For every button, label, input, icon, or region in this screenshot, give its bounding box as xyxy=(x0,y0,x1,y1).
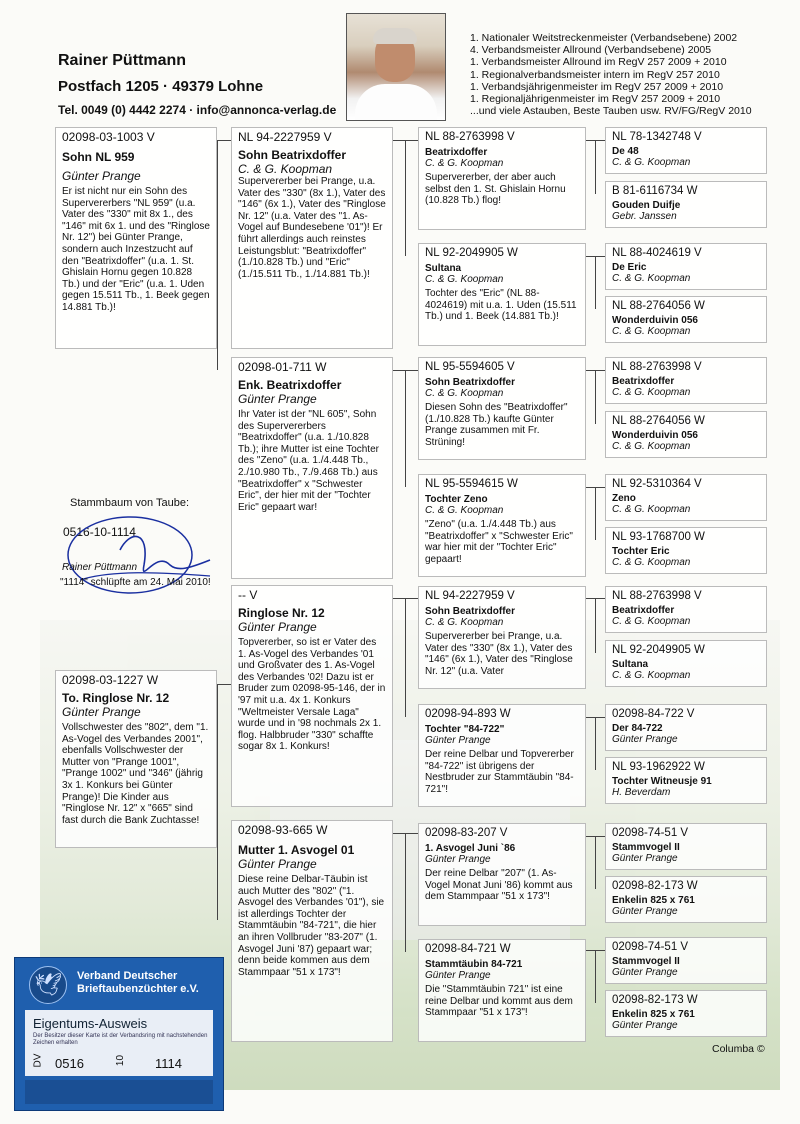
ring-number: 02098-82-173 W xyxy=(612,880,698,892)
pigeon-description: Die "Stammtäubin 721" ist eine reine Delbar und kommt aus dem Stammpaar "51 x 173"! xyxy=(425,984,573,1019)
pigeon-description: Ihr Vater ist der "NL 605", Sohn des Supervererbers "Beatrixdoffer" (u.a. 1./10.828 Tb.); ihre Mutter ist eine Tochter des "Zeno" (u.a. 1./4.448 Tb., 2./10.980 Tb., 7./9.468 Tb.) aus "Beatrixdoffer" x "Schwester Eric", der hier mit der "Tochter Eric" gepaart war! xyxy=(238,409,379,513)
pigeon-name: De Eric xyxy=(612,261,647,273)
pigeon-name: Wonderduivin 056 xyxy=(612,429,698,441)
ring-number: NL 88-2763998 V xyxy=(425,131,515,143)
pigeon-breeder: Günter Prange xyxy=(612,734,678,746)
pigeon-breeder: Günter Prange xyxy=(612,906,678,918)
pigeon-name: Sohn Beatrixdoffer xyxy=(238,147,347,162)
pigeon-name: Sultana xyxy=(425,262,462,274)
pigeon-breeder: C. & G. Koopman xyxy=(612,616,691,628)
pigeon-card-gen3 xyxy=(418,586,586,689)
signature-name: Rainer Püttmann xyxy=(62,562,138,573)
pigeon-breeder: Günter Prange xyxy=(612,853,678,865)
ring-number: NL 88-4024619 V xyxy=(612,247,702,259)
pigeon-name: Enk. Beatrixdoffer xyxy=(238,377,342,392)
pigeon-card-gen3 xyxy=(418,704,586,807)
pigeon-breeder: C. & G. Koopman xyxy=(612,157,691,169)
ring-number: 02098-84-721 W xyxy=(425,943,511,955)
pigeon-breeder: C. & G. Koopman xyxy=(612,441,691,453)
ring-number: NL 78-1342748 V xyxy=(612,131,702,143)
ring-number: NL 94-2227959 V xyxy=(425,590,515,602)
pigeon-description: Er ist nicht nur ein Sohn des Supervererbers "NL 959" (u.a. Vater des "330" mit 8x 1., des "146" mit 6x 1. und des "Ringlose Nr. 12") bei Günter Prange, sondern auch Inzestzucht auf den "Beatrixdoffer" (u.a. 1. St. Ghislain Hornu gegen 10.828 Tb.) und der "Eric" (u.a. 1. Uden gegen 15.511 Tb., 1. Beek gegen 14.881 Tb.)! xyxy=(62,186,210,314)
ring-number: -- V xyxy=(238,588,258,602)
ring-number: NL 95-5594615 W xyxy=(425,478,518,490)
pigeon-breeder: C. & G. Koopman xyxy=(425,158,504,170)
pigeon-card-gen2 xyxy=(231,585,393,807)
pigeon-breeder: Günter Prange xyxy=(425,970,491,982)
pigeon-description: Diesen Sohn des "Beatrixdoffer" (1./10.828 Tb.) kaufte Günter Prange zusammen mit Fr. Strüning! xyxy=(425,402,568,448)
pigeon-breeder: Günter Prange xyxy=(425,735,491,747)
ring-number: NL 92-2049905 W xyxy=(425,247,518,259)
title-line: 1. Nationaler Weitstreckenmeister (Verbandsebene) 2002 xyxy=(470,32,738,44)
pigeon-name: De 48 xyxy=(612,145,639,157)
pigeon-name: Enkelin 825 x 761 xyxy=(612,894,695,906)
pigeon-description: Vollschwester des "802", dem "1. As-Vogel des Verbandes 2001", ebenfalls Vollschwester der Mutter von "Prange 1001", "Prange 1002" und "346" (jährig 3x 1. Konkurs bei Günter Prange)! Die Kinder aus "Ringlose Nr. 12" x "665" sind fast durch die Bank Zuchtasse! xyxy=(62,722,209,826)
ring-part-3: 1114 xyxy=(155,1056,182,1071)
pigeon-card-gen4 xyxy=(605,527,767,574)
ring-number: 02098-94-893 W xyxy=(425,708,511,720)
pigeon-description: Diese reine Delbar-Täubin ist auch Mutter des "802" ("1. Asvogel des Verbandes '01"), sie ist allerdings Tochter der Stammtäubin "84-721", die hier an ihren Vollbruder "83-207" (1. Asvogel Juni '87) gepaart war; denn beide kommen aus dem Stammpaar "51 x 173"! xyxy=(238,874,385,978)
pigeon-description: Der reine Delbar "207" (1. As-Vogel Monat Juni '86) kommt aus dem Stammpaar "51 x 173"! xyxy=(425,868,573,903)
pigeon-name: Gouden Duifje xyxy=(612,199,681,211)
title-line: 4. Verbandsmeister Allround (Verbandsebene) 2005 xyxy=(470,44,712,57)
pigeon-name: Sohn NL 959 xyxy=(62,149,135,164)
pigeon-name: Wonderduivin 056 xyxy=(612,314,698,326)
pigeon-description: Supervererber, der aber auch selbst den 1. St. Ghislain Hornu (10.828 Tb.) flog! xyxy=(425,172,566,207)
hatch-note: "1114" schlüpfte am 24. Mai 2010! xyxy=(60,577,211,588)
pigeon-description: "Zeno" (u.a. 1./4.448 Tb.) aus "Beatrixdoffer" x "Schwester Eric" war hier mit der "Tochter Eric" gepaart! xyxy=(425,519,573,565)
pigeon-card-gen4 xyxy=(605,127,767,174)
ring-number: 02098-74-51 V xyxy=(612,827,689,839)
pigeon-name: Ringlose Nr. 12 xyxy=(238,605,325,620)
pigeon-card-gen4 xyxy=(605,704,767,751)
pigeon-card-gen3 xyxy=(418,939,586,1042)
ring-number: NL 92-2049905 W xyxy=(612,644,705,656)
pigeon-name: Der 84-722 xyxy=(612,722,663,734)
pigeon-breeder: H. Beverdam xyxy=(612,787,671,799)
pigeon-card-gen4 xyxy=(605,757,767,804)
pigeon-card-gen4 xyxy=(605,823,767,870)
stammbaum-block xyxy=(60,492,220,612)
ring-number: NL 93-1962922 W xyxy=(612,761,705,773)
ring-number: NL 88-2764056 W xyxy=(612,300,705,312)
pigeon-name: Beatrixdoffer xyxy=(612,604,675,616)
pigeon-breeder: C. & G. Koopman xyxy=(612,670,691,682)
pigeon-card-gen4 xyxy=(605,474,767,521)
pigeon-name: 1. Asvogel Juni `86 xyxy=(425,842,516,854)
ownership-title: Eigentums-Ausweis xyxy=(33,1016,148,1031)
pigeon-name: Tochter Witneusje 91 xyxy=(612,775,712,787)
pigeon-card-gen4 xyxy=(605,181,767,228)
breeder-address: Postfach 1205 · 49379 Lohne xyxy=(58,78,264,95)
ring-number: 02098-82-173 W xyxy=(612,994,698,1006)
pigeon-name: Beatrixdoffer xyxy=(425,146,488,158)
pigeon-card-gen2 xyxy=(231,357,393,579)
ring-number: 02098-93-665 W xyxy=(238,823,328,837)
ring-part-2: 10 xyxy=(115,1054,127,1067)
pigeon-breeder: C. & G. Koopman xyxy=(612,504,691,516)
pigeon-name: Stammvogel II xyxy=(612,841,680,853)
pigeon-breeder: C. & G. Koopman xyxy=(425,505,504,517)
ring-number: NL 95-5594605 V xyxy=(425,361,515,373)
pigeon-card-gen4 xyxy=(605,876,767,923)
pigeon-breeder: C. & G. Koopman xyxy=(612,387,691,399)
pigeon-name: Sultana xyxy=(612,658,649,670)
pigeon-breeder: Günter Prange xyxy=(425,854,491,866)
ring-number: 02098-84-722 V xyxy=(612,708,695,720)
pigeon-card-gen2 xyxy=(231,127,393,349)
pigeon-card-gen4 xyxy=(605,296,767,343)
signature-scribble xyxy=(60,510,220,610)
pigeon-description: Topvererber, so ist er Vater des 1. As-Vogel des Verbandes '01 und Großvater des 1. As-Vogel des Verbandes '02! Dazu ist er Bruder zum 02098-95-146, der in '97 mit u.a. 4x 1. Konkurs "Weltmeister Versale Laga" wurde und in '98 nochmals 2x 1. flog. Halbbruder "330" schaffte sogar 8x 1. Konkurs! xyxy=(238,637,386,753)
ownership-card xyxy=(14,957,224,1111)
ring-number: 02098-83-207 V xyxy=(425,827,508,839)
pigeon-breeder: Günter Prange xyxy=(612,1020,678,1032)
pigeon-card-gen4 xyxy=(605,937,767,984)
card-pattern-strip xyxy=(25,1080,213,1104)
pigeon-breeder: Günter Prange xyxy=(238,857,317,872)
pigeon-breeder: Günter Prange xyxy=(612,967,678,979)
ownership-note: Der Besitzer dieser Karte ist der Verbandsring mit nachstehenden Zeichen erhalten xyxy=(33,1033,208,1046)
breeder-contact: Tel. 0049 (0) 4442 2274 · info@annonca-verlag.de xyxy=(58,103,337,117)
credit-text: Columba © xyxy=(712,1043,765,1055)
pigeon-card-dam xyxy=(55,670,217,848)
ring-number: B 81-6116734 W xyxy=(612,185,698,197)
pigeon-breeder: C. & G. Koopman xyxy=(612,273,691,285)
pigeon-breeder: Günter Prange xyxy=(62,705,141,720)
ring-number: 02098-03-1227 W xyxy=(62,673,159,687)
dove-icon: 🕊 xyxy=(29,966,67,1004)
pigeon-name: Stammvogel II xyxy=(612,955,680,967)
pigeon-name: Mutter 1. Asvogel 01 xyxy=(238,842,355,857)
pigeon-description: Supervererber bei Prange, u.a. Vater des "330" (8x 1.), Vater des "146" (6x 1.), Vater des "Ringlose Nr. 12" (u.a. Vater des "1. As-Vogel auf Bundesebene '01")! Er führt allerdings auch reinstes Leistungsblut: "Beatrixdoffer" (1./10.828 Tb.) und "Eric" (1./15.511 Tb., 1./14.881 Tb.)! xyxy=(238,176,386,280)
org-line-1: Verband Deutscher xyxy=(77,970,178,982)
ring-number: NL 93-1768700 W xyxy=(612,531,705,543)
pigeon-description: Tochter des "Eric" (NL 88-4024619) mit u.a. 1. Uden (15.511 Tb.) und 1. Beek (14.881 Tb.)! xyxy=(425,288,577,323)
org-line-2: Brieftaubenzüchter e.V. xyxy=(77,982,199,995)
pigeon-description: Der reine Delbar und Topvererber "84-722" ist übrigens der Nestbruder zur Stammtäubin "84-721"! xyxy=(425,749,574,795)
pigeon-name: Sohn Beatrixdoffer xyxy=(425,376,516,388)
pigeon-name: To. Ringlose Nr. 12 xyxy=(62,690,170,705)
stammbaum-label: Stammbaum von Taube: xyxy=(70,497,190,509)
pigeon-name: Tochter Zeno xyxy=(425,493,488,505)
pigeon-card-gen4 xyxy=(605,243,767,290)
title-line: 1. Verbandsmeister Allround im RegV 257 2009 + 2010 xyxy=(470,56,727,69)
pigeon-card-gen4 xyxy=(605,357,767,404)
pigeon-card-gen2 xyxy=(231,820,393,1042)
pigeon-card-gen4 xyxy=(605,990,767,1037)
pigeon-name: Zeno xyxy=(612,492,636,504)
pigeon-breeder: C. & G. Koopman xyxy=(425,388,504,400)
pigeon-name: Enkelin 825 x 761 xyxy=(612,1008,695,1020)
ring-number: NL 94-2227959 V xyxy=(238,130,332,144)
pigeon-breeder: C. & G. Koopman xyxy=(612,557,691,569)
dv-label: DV xyxy=(32,1053,44,1068)
pigeon-breeder: C. & G. Koopman xyxy=(425,274,504,286)
ring-number: 02098-03-1003 V xyxy=(62,130,155,144)
title-line: ...und viele Astauben, Beste Tauben usw. RV/FG/RegV 2010 xyxy=(470,105,752,118)
pigeon-breeder: Günter Prange xyxy=(238,392,317,407)
breeder-photo xyxy=(346,13,446,121)
title-line: 1. Regionalverbandsmeister intern im RegV 257 2010 xyxy=(470,68,720,81)
org-name xyxy=(77,970,199,995)
title-line: 1. Verbandsjährigenmeister im RegV 257 2009 + 2010 xyxy=(470,80,724,93)
title-line: 1. Regionaljährigenmeister im RegV 257 2009 + 2010 xyxy=(470,93,721,106)
pigeon-card-gen3 xyxy=(418,243,586,346)
pigeon-name: Sohn Beatrixdoffer xyxy=(425,605,516,617)
breeder-name: Rainer Püttmann xyxy=(58,52,187,69)
pigeon-card-gen4 xyxy=(605,586,767,633)
pigeon-card-gen3 xyxy=(418,127,586,230)
pigeon-description: Supervererber bei Prange, u.a. Vater des "330" (8x 1.), Vater des "146" (6x 1.), Vater des "Ringlose Nr. 12" (u.a. Vater xyxy=(425,631,573,677)
ring-part-1: 0516 xyxy=(55,1056,84,1071)
pigeon-breeder: Günter Prange xyxy=(238,620,317,635)
ring-number: NL 88-2763998 V xyxy=(612,361,702,373)
pigeon-card-sire xyxy=(55,127,217,349)
pigeon-name: Beatrixdoffer xyxy=(612,375,675,387)
pigeon-name: Tochter "84-722" xyxy=(425,723,505,735)
pigeon-name: Stammtäubin 84-721 xyxy=(425,958,523,970)
titles-list xyxy=(470,32,752,117)
pigeon-card-gen3 xyxy=(418,474,586,577)
ring-number: NL 92-5310364 V xyxy=(612,478,702,490)
ring-number: 02098-74-51 V xyxy=(612,941,689,953)
pigeon-name: Tochter Eric xyxy=(612,545,670,557)
pigeon-breeder: Gebr. Janssen xyxy=(612,211,677,223)
pigeon-breeder: C. & G. Koopman xyxy=(238,162,333,177)
pigeon-breeder: C. & G. Koopman xyxy=(612,326,691,338)
pigeon-card-gen3 xyxy=(418,357,586,460)
stammbaum-number: 0516-10-1114 xyxy=(63,525,136,539)
pigeon-breeder: Günter Prange xyxy=(62,169,141,184)
ring-number: NL 88-2763998 V xyxy=(612,590,702,602)
ring-number: NL 88-2764056 W xyxy=(612,415,705,427)
ring-number: 02098-01-711 W xyxy=(238,360,327,374)
pigeon-card-gen4 xyxy=(605,411,767,458)
pigeon-card-gen3 xyxy=(418,823,586,926)
pigeon-card-gen4 xyxy=(605,640,767,687)
pigeon-breeder: C. & G. Koopman xyxy=(425,617,504,629)
